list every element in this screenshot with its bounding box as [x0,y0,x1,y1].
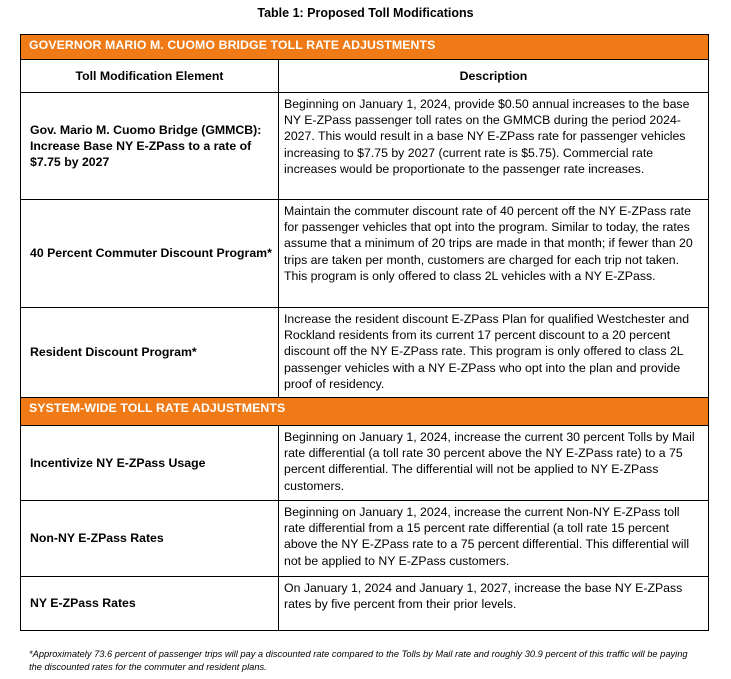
row-element: Resident Discount Program* [21,308,279,397]
section-header-gmmcb: GOVERNOR MARIO M. CUOMO BRIDGE TOLL RATE ADJUSTMENTS [21,35,708,60]
column-header-row [21,60,708,93]
table-title: Table 1: Proposed Toll Modifications [257,6,474,20]
row-description: Increase the resident discount E-ZPass Plan for qualified Westchester and Rockland residents from its current 17 percent discount to a 20 percent discount off the NY E-ZPass rate. This program is only offered to class 2L passenger vehicles with a NY E-ZPass who opt into the plan and provide proof of residency. [284,312,690,391]
table-row [21,577,708,630]
row-description: Maintain the commuter discount rate of 40 percent off the NY E-ZPass rate for passenger vehicles that opt into the program. Similar to today, the rates assume that a minimum of 20 trips are made in that month; if fewer than 20 trips are taken per month, customers are charged for each trip not taken. This program is only offered to class 2L vehicles with a NY E-ZPass. [284,204,693,283]
row-element: Gov. Mario M. Cuomo Bridge (GMMCB): Increase Base NY E-ZPass to a rate of $7.75 by 2027 [21,93,279,199]
table-row [21,200,708,308]
column-header-description: Description [459,68,528,83]
row-element: Non-NY E-ZPass Rates [21,501,279,576]
row-description: Beginning on January 1, 2024, provide $0.50 annual increases to the base NY E-ZPass passenger toll rates on the GMMCB during the period 2024-2027. This would result in a base NY E-ZPass rate for passenger vehicles increasing to $7.75 by 2027 (current rate is $5.75). Commercial rate increases would be proportionate to the passenger rate increases. [284,97,690,176]
table-row [21,93,708,200]
section-header-system-wide: SYSTEM-WIDE TOLL RATE ADJUSTMENTS [21,398,708,426]
column-header-element: Toll Modification Element [21,60,279,92]
table-row [21,308,708,398]
row-element: 40 Percent Commuter Discount Program* [21,200,279,307]
row-description: Beginning on January 1, 2024, increase the current 30 percent Tolls by Mail rate differential (a toll rate 30 percent above the NY E-ZPass rate) to a 75 percent differential. The differential will not be applied to NY E-ZPass customers. [284,430,695,493]
table-footnote: *Approximately 73.6 percent of passenger trips will pay a discounted rate compared to the Tolls by Mail rate and roughly 30.9 percent of this traffic will be paying the discounted rates for the commuter and resident plans. [29,649,688,672]
toll-modifications-table [20,34,709,631]
row-element: NY E-ZPass Rates [21,577,279,630]
table-row [21,501,708,577]
table-row [21,426,708,501]
row-description: On January 1, 2024 and January 1, 2027, increase the base NY E-ZPass rates by five percent from their prior levels. [284,581,683,612]
row-description: Beginning on January 1, 2024, increase the current Non-NY E-ZPass toll rate differential from a 15 percent rate differential (a toll rate 15 percent above the NY E-ZPass rate to a 75 percent differential. This differential will not be applied to NY E-ZPass customers. [284,505,690,568]
row-element: Incentivize NY E-ZPass Usage [21,426,279,500]
